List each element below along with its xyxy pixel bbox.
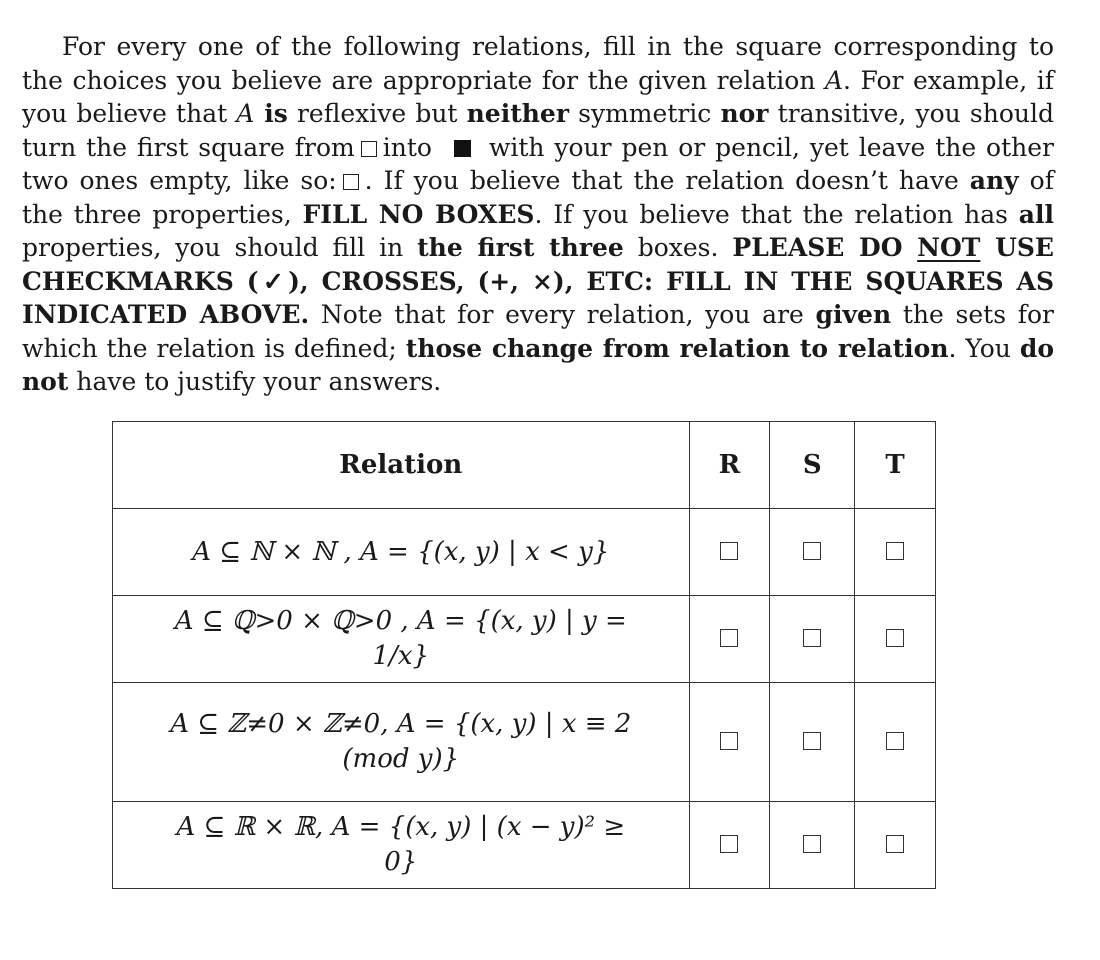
relation-formula: A ⊆ ℤ≠0 × ℤ≠0, A = {(x, y) | x ≡ 2 (mod y)} <box>170 709 632 774</box>
relation-formula: A ⊆ ℚ>0 × ℚ>0 , A = {(x, y) | y = 1/x} <box>174 606 627 671</box>
relation-cell <box>113 596 690 683</box>
symmetric-cell <box>770 509 855 596</box>
relation-cell <box>113 683 690 802</box>
transitive-checkbox[interactable] <box>886 629 904 647</box>
transitive-checkbox[interactable] <box>886 835 904 853</box>
symmetric-cell <box>770 683 855 802</box>
symmetric-cell <box>770 802 855 889</box>
reflexive-cell <box>689 509 770 596</box>
header-relation: Relation <box>113 422 690 509</box>
relations-table <box>112 421 936 889</box>
transitive-checkbox[interactable] <box>886 732 904 750</box>
symmetric-cell <box>770 596 855 683</box>
reflexive-checkbox[interactable] <box>720 732 738 750</box>
header-symmetric: S <box>770 422 855 509</box>
relation-cell <box>113 509 690 596</box>
example-square-like-so <box>343 174 359 190</box>
header-transitive: T <box>855 422 936 509</box>
table-row <box>113 802 936 889</box>
instructions-paragraph: For every one of the following relations, fill in the square corresponding to the choices you believe are appropriate for the given relation A. For example, if you believe that A is reflexive but neither symmetric nor transitive, you should turn the first square from into with your pen or pencil, yet leave the other two ones empty, like so: . If you believe that the relation doesn’t have any of the three properties, FILL NO BOXES. If you believe that the relation has all properties, you should fill in the first three boxes. PLEASE DO NOT USE CHECKMARKS (✓), CROSSES, (+, ×), ETC: FILL IN THE SQUARES AS INDICATED ABOVE. Note that for every relation, you are given the sets for which the relation is defined; those change from relation to relation. You do not have to justify your answers. <box>22 32 1054 396</box>
relation-formula: A ⊆ ℕ × ℕ , A = {(x, y) | x < y} <box>192 536 610 567</box>
header-reflexive: R <box>689 422 770 509</box>
reflexive-checkbox[interactable] <box>720 835 738 853</box>
table-header-row <box>113 422 936 509</box>
transitive-cell <box>855 802 936 889</box>
relation-cell <box>113 802 690 889</box>
example-filled-square <box>454 140 471 157</box>
symmetric-checkbox[interactable] <box>803 835 821 853</box>
transitive-cell <box>855 596 936 683</box>
symmetric-checkbox[interactable] <box>803 732 821 750</box>
reflexive-cell <box>689 802 770 889</box>
reflexive-cell <box>689 596 770 683</box>
table-row <box>113 683 936 802</box>
symmetric-checkbox[interactable] <box>803 629 821 647</box>
table-row <box>113 596 936 683</box>
transitive-checkbox[interactable] <box>886 542 904 560</box>
example-empty-square <box>361 141 377 157</box>
reflexive-checkbox[interactable] <box>720 629 738 647</box>
table-row <box>113 509 936 596</box>
reflexive-cell <box>689 683 770 802</box>
reflexive-checkbox[interactable] <box>720 542 738 560</box>
symmetric-checkbox[interactable] <box>803 542 821 560</box>
relation-formula: A ⊆ ℝ × ℝ, A = {(x, y) | (x − y)² ≥ 0} <box>176 812 626 877</box>
transitive-cell <box>855 509 936 596</box>
transitive-cell <box>855 683 936 802</box>
